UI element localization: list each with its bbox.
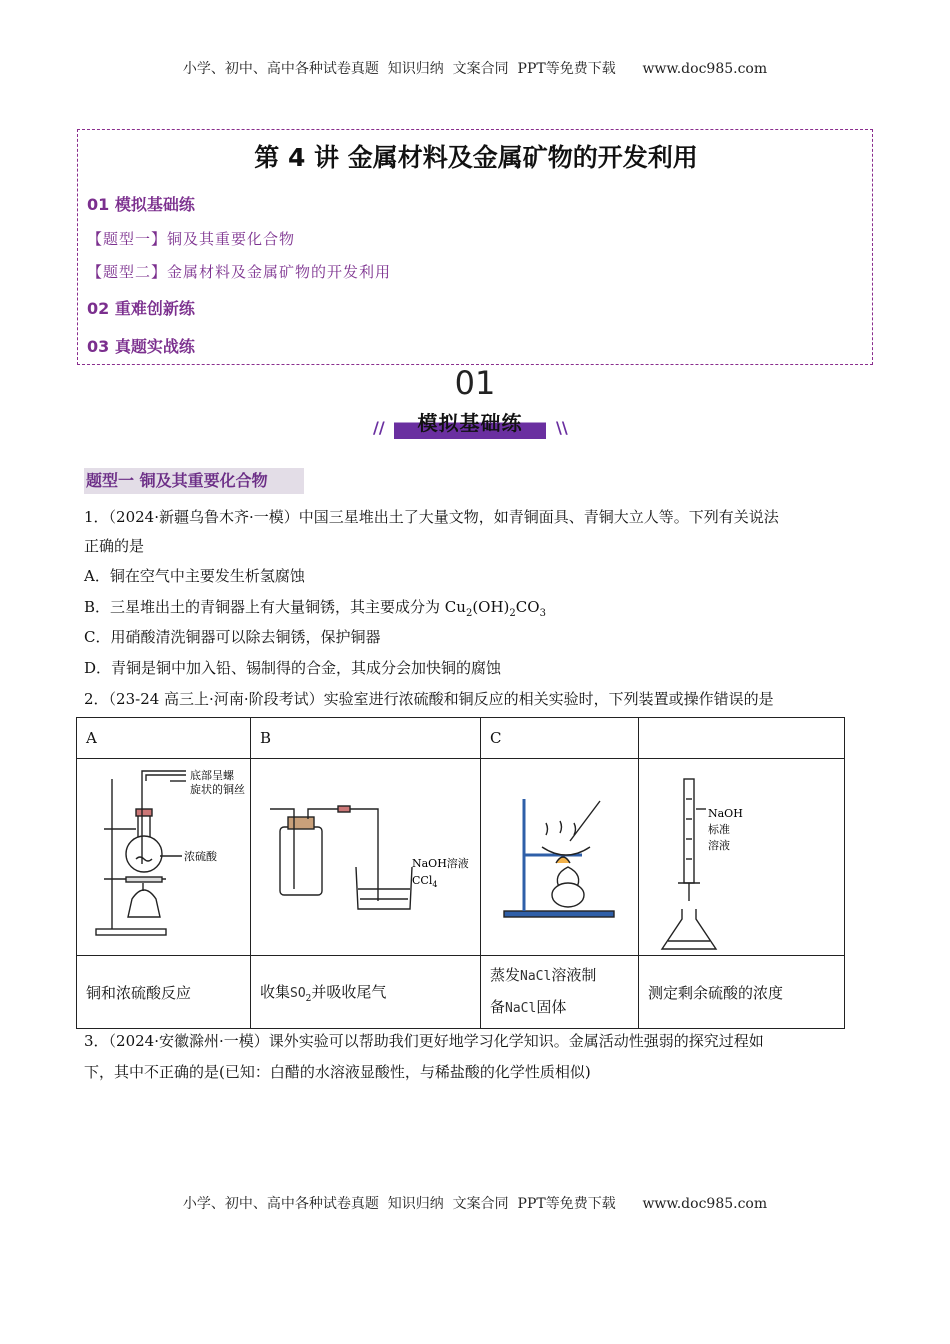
label-copper-wire-2: 旋状的铜丝 — [190, 783, 245, 796]
caption-a: 铜和浓硫酸反应 — [77, 956, 251, 1029]
q3-line2: 下，其中不正确的是(已知：白醋的水溶液显酸性，与稀盐酸的化学性质相似) — [84, 1063, 591, 1081]
apparatus-b-cell — [251, 759, 481, 956]
table-header-c: C — [481, 718, 639, 759]
q1-stem-line1: 1．（2024·新疆乌鲁木齐·一模）中国三星堆出土了大量文物，如青铜面具、青铜大立人等。下列有关说法 — [84, 508, 779, 526]
apparatus-c-cell — [481, 759, 639, 956]
label-copper-wire-1: 底部呈螺 — [190, 769, 234, 782]
label-naoh-solution: NaOH溶液 — [412, 857, 469, 870]
caption-c: 蒸发NaCl溶液制 备NaCl固体 — [481, 956, 639, 1029]
titration-icon — [648, 759, 854, 951]
toc-section-3: 03 真题实战练 — [87, 337, 195, 356]
q1-stem-line2: 正确的是 — [84, 537, 145, 555]
table-header-b: B — [251, 718, 481, 759]
q1-option-a: A．铜在空气中主要发生析氢腐蚀 — [84, 567, 305, 585]
q3-line1: 3．（2024·安徽滁州·一模）课外实验可以帮助我们更好地学习化学知识。金属活动性强弱的探究过程如 — [84, 1032, 764, 1050]
toc-section-2: 02 重难创新练 — [87, 299, 195, 318]
page-footer: 小学、初中、高中各种试卷真题 知识归纳 文案合同 PPT等免费下载 www.doc985.com — [182, 1196, 768, 1212]
lecture-title: 第 4 讲 金属材料及金属矿物的开发利用 — [254, 143, 698, 172]
table-header-a: A — [77, 718, 251, 759]
table-header-d — [639, 718, 845, 759]
q2-stem: 2．（23-24 高三上·河南·阶段考试）实验室进行浓硫酸和铜反应的相关实验时，下列装置或操作错误的是 — [84, 690, 774, 708]
section-number: 01 — [454, 364, 496, 402]
label-conc-acid: 浓硫酸 — [184, 850, 217, 863]
gas-collection-icon — [260, 759, 490, 951]
apparatus-a-cell — [77, 759, 251, 956]
topic-heading: 题型一 铜及其重要化合物 — [84, 468, 304, 494]
section-badge-label: 模拟基础练 — [417, 411, 523, 435]
decor-slash-left-icon: // — [373, 418, 385, 437]
decor-slash-right-icon: \\ — [556, 418, 568, 437]
toc-topic-1: 【题型一】铜及其重要化合物 — [87, 230, 296, 248]
q1-option-c: C．用硝酸清洗铜器可以除去铜锈，保护铜器 — [84, 628, 381, 646]
toc-section-1: 01 模拟基础练 — [87, 195, 195, 214]
page-header: 小学、初中、高中各种试卷真题 知识归纳 文案合同 PPT等免费下载 www.doc985.com — [182, 61, 768, 77]
q1-option-b: B．三星堆出土的青铜器上有大量铜锈，其主要成分为 $Cu_2(OH)_2CO_3$ — [84, 598, 546, 619]
caption-d: 测定剩余硫酸的浓度 — [639, 956, 845, 1029]
toc-box — [77, 129, 873, 365]
evaporation-icon — [490, 759, 648, 951]
label-ccl4: CCl$_4$ — [412, 874, 438, 889]
toc-topic-2: 【题型二】金属材料及金属矿物的开发利用 — [87, 263, 392, 281]
flask-apparatus-icon — [86, 759, 260, 951]
q1-option-d: D．青铜是铜中加入铅、锡制得的合金，其成分会加快铜的腐蚀 — [84, 659, 502, 677]
apparatus-d-cell — [639, 759, 845, 956]
caption-b: 收集$SO_2$并吸收尾气 — [251, 956, 481, 1029]
label-naoh: NaOH — [708, 807, 743, 820]
q2-options-table — [76, 717, 845, 1029]
label-solution: 溶液 — [708, 839, 730, 852]
label-standard: 标准 — [708, 823, 730, 836]
